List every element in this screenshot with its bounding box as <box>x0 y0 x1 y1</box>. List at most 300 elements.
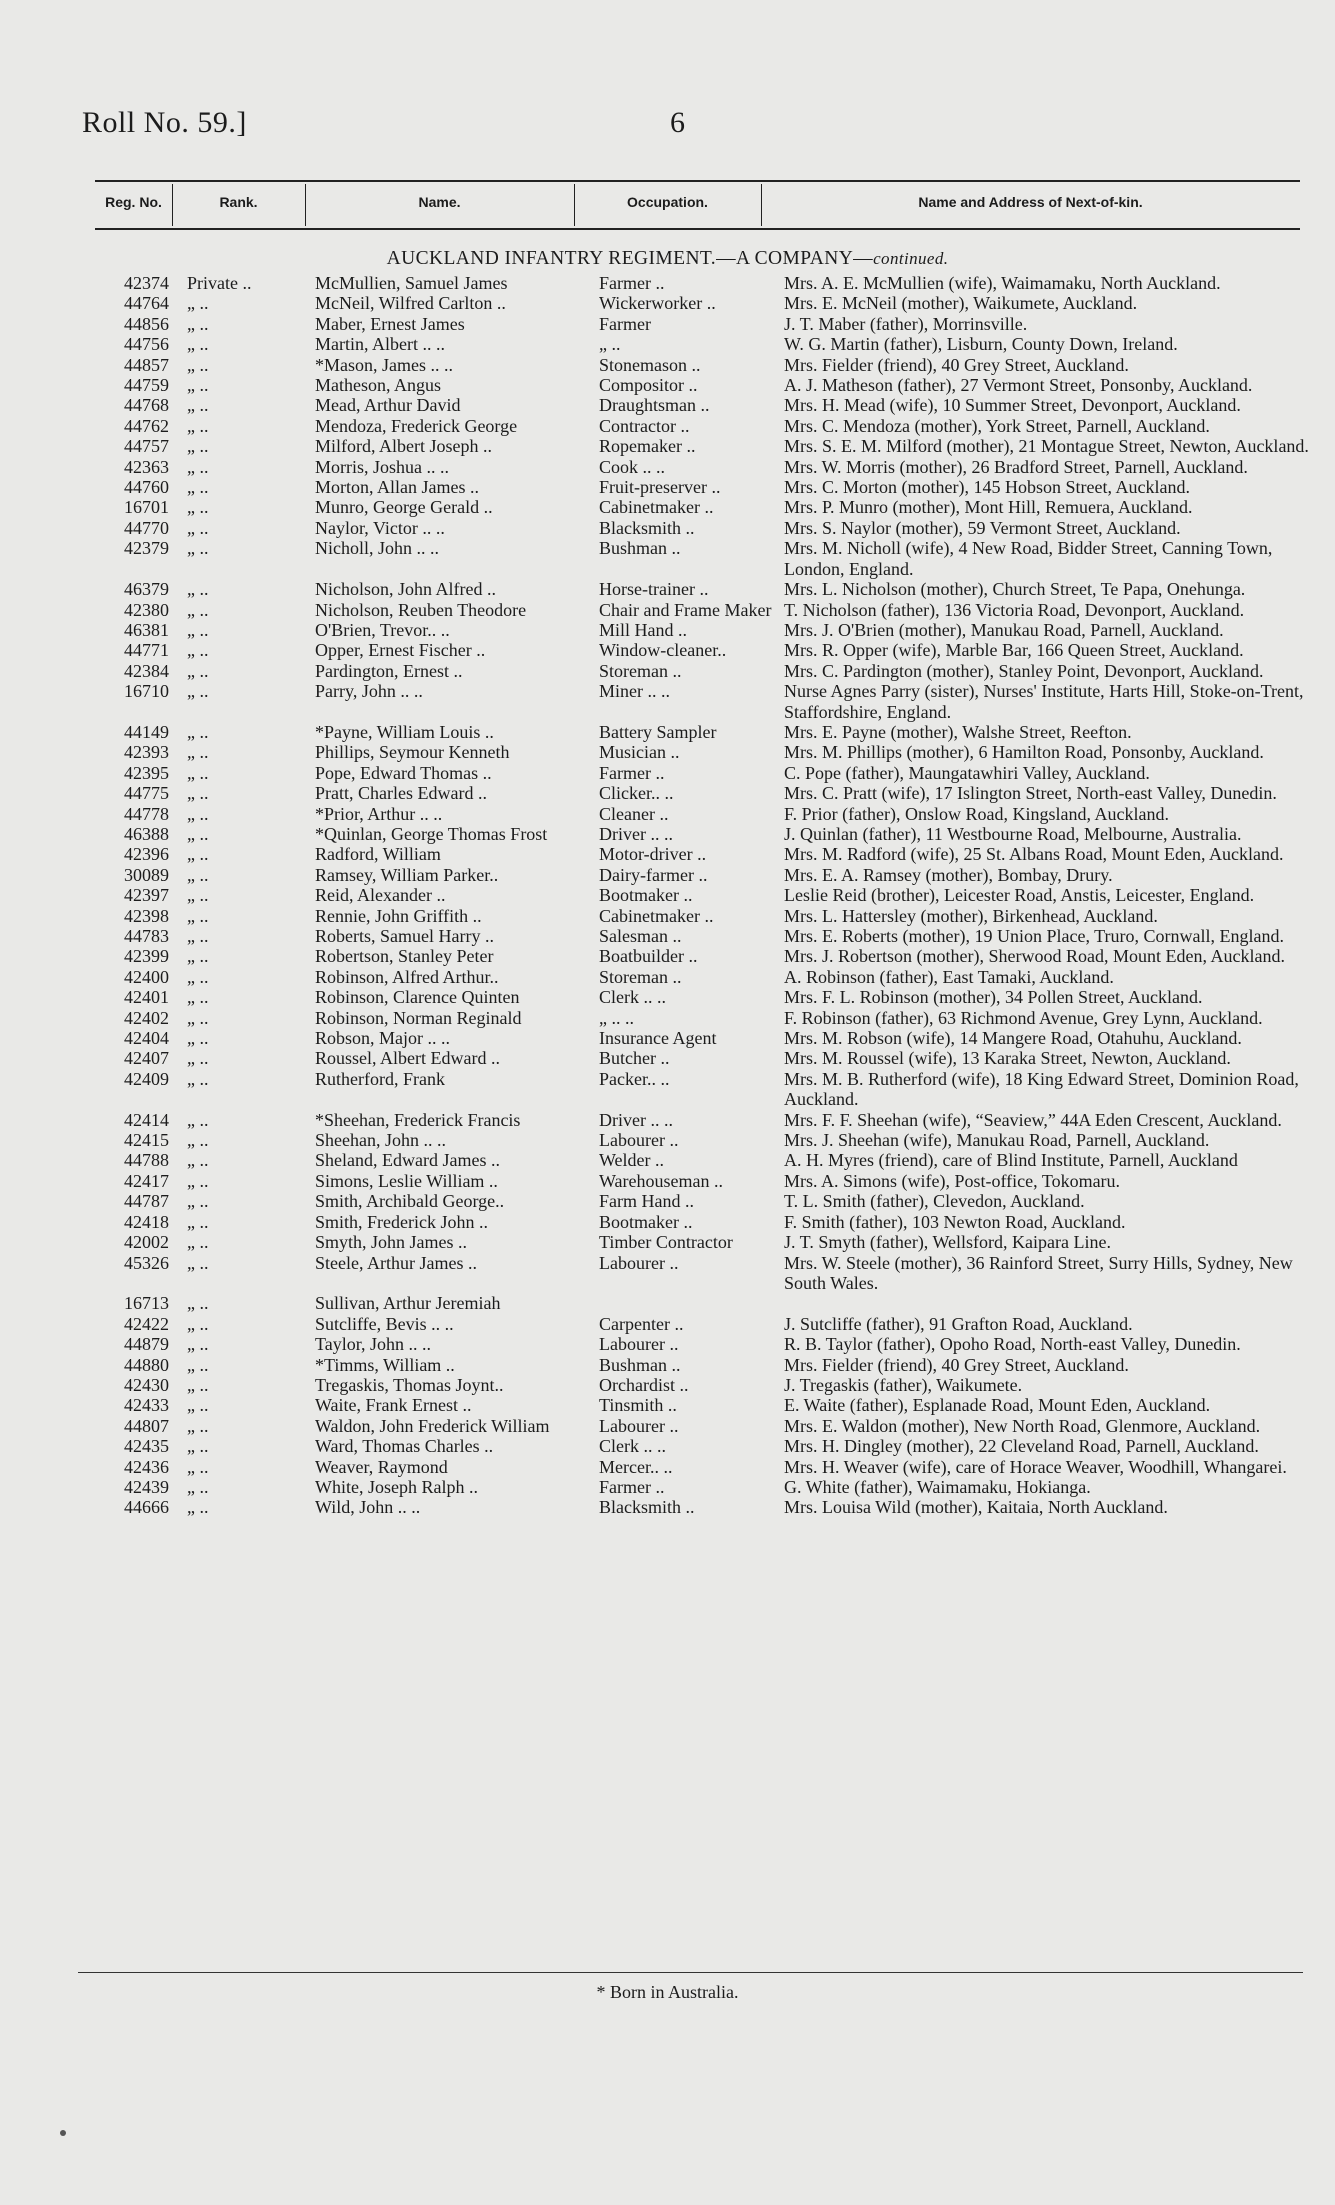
cell-reg: 46381 <box>124 619 169 640</box>
cell-rank: „ .. <box>187 946 209 967</box>
cell-kin: A. H. Myres (friend), care of Blind Institute, Parnell, Auckland <box>784 1150 1238 1171</box>
cell-occ: Packer.. .. <box>599 1068 670 1089</box>
cell-kin: Mrs. W. Steele (mother), 36 Rainford Street, Surry Hills, Sydney, New South Wales. <box>784 1252 1293 1293</box>
cell-name: Naylor, Victor .. .. <box>315 517 445 538</box>
cell-occ: Clerk .. .. <box>599 987 666 1008</box>
cell-occ: Cabinetmaker .. <box>599 497 714 518</box>
cell-rank: „ .. <box>187 1374 209 1395</box>
cell-rank: „ .. <box>187 1068 209 1089</box>
cell-reg: 42400 <box>124 966 169 987</box>
cell-reg: 42395 <box>124 762 169 783</box>
cell-name: Morton, Allan James .. <box>315 477 479 498</box>
cell-occ: Musician .. <box>599 742 680 763</box>
cell-rank: „ .. <box>187 1415 209 1436</box>
section-continued: continued. <box>873 249 949 268</box>
roll-table-body <box>86 273 1330 1518</box>
cell-rank: „ .. <box>187 1497 209 1518</box>
cell-occ: Bushman .. <box>599 538 681 559</box>
cell-rank: Private .. <box>187 273 252 293</box>
table-row <box>86 1130 1330 1150</box>
table-row <box>86 1008 1330 1028</box>
cell-kin: F. Robinson (father), 63 Richmond Avenue, Grey Lynn, Auckland. <box>784 1007 1263 1028</box>
table-row <box>86 1110 1330 1130</box>
cell-kin: F. Prior (father), Onslow Road, Kingsland, Auckland. <box>784 803 1170 824</box>
cell-rank: „ .. <box>187 966 209 987</box>
cell-name: Smith, Frederick John .. <box>315 1211 488 1232</box>
cell-reg: 44775 <box>124 783 169 804</box>
cell-reg: 44768 <box>124 395 169 416</box>
cell-rank: „ .. <box>187 1395 209 1416</box>
table-row <box>86 1293 1330 1313</box>
table-row <box>86 416 1330 436</box>
cell-occ: Battery Sampler <box>599 721 717 742</box>
cell-name: Robson, Major .. .. <box>315 1028 450 1049</box>
cell-occ: Farmer <box>599 313 651 334</box>
cell-occ: Tinsmith .. <box>599 1395 677 1416</box>
cell-rank: „ .. <box>187 1456 209 1477</box>
cell-reg: 42417 <box>124 1170 169 1191</box>
cell-reg: 44771 <box>124 640 169 661</box>
cell-rank: „ .. <box>187 640 209 661</box>
column-header-occupation: Occupation. <box>627 194 708 210</box>
cell-occ: Compositor .. <box>599 375 698 396</box>
cell-kin: J. T. Smyth (father), Wellsford, Kaipara Line. <box>784 1232 1111 1253</box>
cell-kin: W. G. Martin (father), Lisburn, County Down, Ireland. <box>784 334 1178 355</box>
cell-reg: 42393 <box>124 742 169 763</box>
table-row <box>86 314 1330 334</box>
cell-rank: „ .. <box>187 803 209 824</box>
table-row <box>86 967 1330 987</box>
cell-reg: 42401 <box>124 987 169 1008</box>
cell-rank: „ .. <box>187 987 209 1008</box>
cell-name: Reid, Alexander .. <box>315 885 446 906</box>
cell-kin: Mrs. H. Weaver (wife), care of Horace Weaver, Woodhill, Whangarei. <box>784 1456 1287 1477</box>
table-row <box>86 885 1330 905</box>
cell-reg: 42398 <box>124 905 169 926</box>
cell-occ: Welder .. <box>599 1150 665 1171</box>
cell-kin: Mrs. M. Nicholl (wife), 4 New Road, Bidder Street, Canning Town, London, England. <box>784 538 1273 579</box>
section-heading <box>0 248 1335 270</box>
cell-rank: „ .. <box>187 1150 209 1171</box>
cell-kin <box>784 1293 1330 1313</box>
table-row <box>86 1028 1330 1048</box>
cell-name: Pope, Edward Thomas .. <box>315 762 492 783</box>
cell-rank: „ .. <box>187 1170 209 1191</box>
cell-name: *Quinlan, George Thomas Frost <box>315 823 548 844</box>
cell-rank: „ .. <box>187 497 209 518</box>
cell-kin: Mrs. E. Roberts (mother), 19 Union Place, Truro, Cornwall, England. <box>784 926 1284 946</box>
table-row <box>86 1171 1330 1191</box>
cell-rank: „ .. <box>187 538 209 559</box>
cell-name: *Timms, William .. <box>315 1354 455 1375</box>
cell-reg: 42433 <box>124 1395 169 1416</box>
cell-reg: 44759 <box>124 375 169 396</box>
cell-occ: Ropemaker .. <box>599 436 696 457</box>
table-row <box>86 1395 1330 1415</box>
cell-name: Robinson, Alfred Arthur.. <box>315 966 499 987</box>
cell-rank: „ .. <box>187 579 209 600</box>
cell-occ: Miner .. .. <box>599 681 670 702</box>
cell-kin: Mrs. J. O'Brien (mother), Manukau Road, Parnell, Auckland. <box>784 619 1224 640</box>
cell-occ: Window-cleaner.. <box>599 640 727 661</box>
table-row <box>86 661 1330 681</box>
cell-occ: Storeman .. <box>599 660 682 681</box>
table-row <box>86 436 1330 456</box>
cell-name: Nicholson, John Alfred .. <box>315 579 496 600</box>
table-row <box>86 1334 1330 1354</box>
table-row <box>86 1150 1330 1170</box>
column-header-name: Name. <box>418 194 461 210</box>
cell-occ: Blacksmith .. <box>599 1497 695 1518</box>
cell-rank: „ .. <box>187 844 209 865</box>
cell-kin: Mrs. F. L. Robinson (mother), 34 Pollen Street, Auckland. <box>784 987 1203 1008</box>
cell-reg: 42399 <box>124 946 169 967</box>
cell-name: Pardington, Ernest .. <box>315 660 463 681</box>
cell-name: *Payne, William Louis .. <box>315 721 494 742</box>
cell-reg: 44783 <box>124 926 169 946</box>
table-row <box>86 804 1330 824</box>
cell-reg: 44879 <box>124 1334 169 1355</box>
cell-kin: Mrs. E. Payne (mother), Walshe Street, Reefton. <box>784 721 1132 742</box>
cell-reg: 42002 <box>124 1232 169 1253</box>
cell-occ: Bootmaker .. <box>599 885 693 906</box>
cell-rank: „ .. <box>187 334 209 355</box>
cell-name: Waldon, John Frederick William <box>315 1415 550 1436</box>
cell-name: Radford, William <box>315 844 441 865</box>
cell-name: Sheland, Edward James .. <box>315 1150 500 1171</box>
cell-kin: Mrs. L. Hattersley (mother), Birkenhead, Auckland. <box>784 905 1158 926</box>
cell-reg: 44787 <box>124 1191 169 1212</box>
table-row <box>86 518 1330 538</box>
cell-rank: „ .. <box>187 1476 209 1497</box>
cell-reg: 42396 <box>124 844 169 865</box>
cell-name: McMullien, Samuel James <box>315 273 508 293</box>
cell-kin: T. L. Smith (father), Clevedon, Auckland. <box>784 1191 1085 1212</box>
cell-kin: Mrs. P. Munro (mother), Mont Hill, Remuera, Auckland. <box>784 497 1193 518</box>
cell-kin: Mrs. E. Waldon (mother), New North Road, Glenmore, Auckland. <box>784 1415 1261 1436</box>
cell-occ: Chair and Frame Maker <box>599 599 772 620</box>
cell-reg: 44856 <box>124 313 169 334</box>
cell-reg: 44762 <box>124 415 169 436</box>
cell-kin: Mrs. A. E. McMullien (wife), Waimamaku, North Auckland. <box>784 273 1221 293</box>
cell-name: Parry, John .. .. <box>315 681 423 702</box>
cell-reg: 42380 <box>124 599 169 620</box>
cell-occ <box>587 1293 784 1313</box>
cell-reg: 44149 <box>124 721 169 742</box>
cell-name: Opper, Ernest Fischer .. <box>315 640 486 661</box>
cell-reg: 42404 <box>124 1028 169 1049</box>
cell-reg: 44880 <box>124 1354 169 1375</box>
cell-rank: „ .. <box>187 1007 209 1028</box>
cell-occ: Insurance Agent <box>599 1028 717 1049</box>
cell-occ: Driver .. .. <box>599 1109 673 1130</box>
cell-kin: J. Sutcliffe (father), 91 Grafton Road, Auckland. <box>784 1313 1133 1334</box>
table-row <box>86 579 1330 599</box>
cell-reg: 42435 <box>124 1436 169 1457</box>
cell-kin: Mrs. L. Nicholson (mother), Church Street, Te Papa, Onehunga. <box>784 579 1246 600</box>
cell-kin: J. Tregaskis (father), Waikumete. <box>784 1374 1023 1395</box>
cell-reg: 46388 <box>124 823 169 844</box>
cell-name: Milford, Albert Joseph .. <box>315 436 492 457</box>
table-row <box>86 334 1330 354</box>
cell-rank: „ .. <box>187 1334 209 1355</box>
cell-rank: „ .. <box>187 1313 209 1334</box>
cell-kin: Mrs. C. Pratt (wife), 17 Islington Street, North-east Valley, Dunedin. <box>784 783 1277 804</box>
cell-name: Wild, John .. .. <box>315 1497 421 1518</box>
cell-reg: 42418 <box>124 1211 169 1232</box>
cell-name: Robinson, Clarence Quinten <box>315 987 520 1008</box>
cell-rank: „ .. <box>187 354 209 375</box>
cell-kin: R. B. Taylor (father), Opoho Road, North-east Valley, Dunedin. <box>784 1334 1241 1355</box>
cell-name: Sullivan, Arthur Jeremiah <box>315 1293 501 1314</box>
cell-kin: A. J. Matheson (father), 27 Vermont Street, Ponsonby, Auckland. <box>784 375 1253 396</box>
roll-number: Roll No. 59.] <box>82 106 247 139</box>
cell-name: White, Joseph Ralph .. <box>315 1476 478 1497</box>
cell-kin: A. Robinson (father), East Tamaki, Auckland. <box>784 966 1114 987</box>
cell-reg: 42363 <box>124 456 169 477</box>
cell-occ: Labourer .. <box>599 1334 679 1355</box>
cell-reg: 44788 <box>124 1150 169 1171</box>
cell-rank: „ .. <box>187 742 209 763</box>
table-row <box>86 640 1330 660</box>
cell-occ: Farmer .. <box>599 762 665 783</box>
cell-occ: Bushman .. <box>599 1354 681 1375</box>
cell-kin: J. Quinlan (father), 11 Westbourne Road, Melbourne, Australia. <box>784 823 1242 844</box>
cell-name: Phillips, Seymour Kenneth <box>315 742 510 763</box>
table-row <box>86 926 1330 946</box>
cell-name: Robertson, Stanley Peter <box>315 946 494 967</box>
cell-name: Maber, Ernest James <box>315 313 465 334</box>
cell-occ: Cabinetmaker .. <box>599 905 714 926</box>
table-row <box>86 1457 1330 1477</box>
cell-occ: Farm Hand .. <box>599 1191 694 1212</box>
cell-occ: „ .. <box>599 334 621 355</box>
cell-name: Smyth, John James .. <box>315 1232 468 1253</box>
cell-name: Taylor, John .. .. <box>315 1334 432 1355</box>
table-row <box>86 1232 1330 1252</box>
cell-rank: „ .. <box>187 1354 209 1375</box>
cell-kin: Mrs. H. Dingley (mother), 22 Cleveland Road, Parnell, Auckland. <box>784 1436 1259 1457</box>
table-row <box>86 457 1330 477</box>
table-row <box>86 783 1330 803</box>
cell-name: Martin, Albert .. .. <box>315 334 445 355</box>
cell-name: Pratt, Charles Edward .. <box>315 783 487 804</box>
cell-kin: Mrs. F. F. Sheehan (wife), “Seaview,” 44A Eden Crescent, Auckland. <box>784 1109 1282 1130</box>
cell-kin: Mrs. M. B. Rutherford (wife), 18 King Edward Street, Dominion Road, Auckland. <box>784 1068 1299 1110</box>
cell-kin: Leslie Reid (brother), Leicester Road, Anstis, Leicester, England. <box>784 885 1255 906</box>
cell-name: Rennie, John Griffith .. <box>315 905 482 926</box>
cell-occ: Farmer .. <box>599 273 665 293</box>
cell-reg: 42430 <box>124 1374 169 1395</box>
cell-rank: „ .. <box>187 823 209 844</box>
cell-name: Sutcliffe, Bevis .. .. <box>315 1313 454 1334</box>
cell-rank: „ .. <box>187 293 209 314</box>
cell-rank: „ .. <box>187 1252 209 1273</box>
cell-reg: 42439 <box>124 1476 169 1497</box>
cell-rank: „ .. <box>187 885 209 906</box>
cell-reg: 44807 <box>124 1415 169 1436</box>
cell-rank: „ .. <box>187 313 209 334</box>
cell-occ: Labourer .. <box>599 1415 679 1436</box>
cell-occ: Cleaner .. <box>599 803 669 824</box>
cell-occ: „ .. .. <box>599 1007 634 1028</box>
table-row <box>86 293 1330 313</box>
cell-name: McNeil, Wilfred Carlton .. <box>315 293 506 314</box>
cell-rank: „ .. <box>187 660 209 681</box>
table-row <box>86 1191 1330 1211</box>
cell-name: Simons, Leslie William .. <box>315 1170 498 1191</box>
cell-rank: „ .. <box>187 619 209 640</box>
cell-name: Robinson, Norman Reginald <box>315 1007 522 1028</box>
section-title: AUCKLAND INFANTRY REGIMENT.—A COMPANY— <box>386 248 874 269</box>
cell-reg: 44756 <box>124 334 169 355</box>
cell-occ: Butcher .. <box>599 1048 670 1069</box>
cell-reg: 42409 <box>124 1068 169 1089</box>
cell-kin: Mrs. C. Mendoza (mother), York Street, Parnell, Auckland. <box>784 415 1210 436</box>
table-row <box>86 477 1330 497</box>
cell-name: Mendoza, Frederick George <box>315 415 518 436</box>
table-row <box>86 1314 1330 1334</box>
column-header-next-of-kin: Name and Address of Next-of-kin. <box>918 194 1143 210</box>
cell-name: Nicholson, Reuben Theodore <box>315 599 527 620</box>
cell-occ: Draughtsman .. <box>599 395 710 416</box>
cell-occ: Clerk .. .. <box>599 1436 666 1457</box>
cell-rank: „ .. <box>187 681 209 702</box>
roll-table <box>86 273 1330 1518</box>
cell-rank: „ .. <box>187 762 209 783</box>
cell-reg: 42415 <box>124 1130 169 1151</box>
cell-occ: Clicker.. .. <box>599 783 674 804</box>
cell-kin: Mrs. E. A. Ramsey (mother), Bombay, Drury. <box>784 864 1113 885</box>
table-row <box>86 987 1330 1007</box>
cell-name: Roberts, Samuel Harry .. <box>315 926 494 946</box>
table-row <box>86 1416 1330 1436</box>
cell-rank: „ .. <box>187 436 209 457</box>
cell-name: *Mason, James .. .. <box>315 354 453 375</box>
cell-kin: Mrs. A. Simons (wife), Post-office, Tokomaru. <box>784 1170 1121 1191</box>
table-row <box>86 1375 1330 1395</box>
table-row <box>86 1477 1330 1497</box>
cell-rank: „ .. <box>187 783 209 804</box>
cell-reg: 30089 <box>124 864 169 885</box>
table-row <box>86 1355 1330 1375</box>
cell-occ: Salesman .. <box>599 926 682 946</box>
cell-reg: 44760 <box>124 477 169 498</box>
cell-reg: 44666 <box>124 1497 169 1518</box>
cell-reg: 16713 <box>124 1293 169 1314</box>
table-row <box>86 1048 1330 1068</box>
cell-reg: 42436 <box>124 1456 169 1477</box>
cell-rank: „ .. <box>187 1293 209 1314</box>
cell-occ: Mill Hand .. <box>599 619 687 640</box>
cell-name: Waite, Frank Ernest .. <box>315 1395 472 1416</box>
table-row <box>86 355 1330 375</box>
cell-occ: Farmer .. <box>599 1476 665 1497</box>
cell-name: Sheehan, John .. .. <box>315 1130 446 1151</box>
cell-occ: Horse-trainer .. <box>599 579 709 600</box>
cell-occ: Carpenter .. <box>599 1313 684 1334</box>
table-row <box>86 1436 1330 1456</box>
table-row <box>86 1497 1330 1517</box>
cell-rank: „ .. <box>187 864 209 885</box>
cell-rank: „ .. <box>187 1232 209 1253</box>
cell-rank: „ .. <box>187 721 209 742</box>
cell-name: *Sheehan, Frederick Francis <box>315 1109 521 1130</box>
cell-kin: Mrs. M. Radford (wife), 25 St. Albans Road, Mount Eden, Auckland. <box>784 844 1284 865</box>
column-header-rank: Rank. <box>219 194 258 210</box>
table-row <box>86 824 1330 844</box>
cell-occ: Wickerworker .. <box>599 293 716 314</box>
cell-kin: T. Nicholson (father), 136 Victoria Road, Devonport, Auckland. <box>784 599 1245 620</box>
cell-kin: J. T. Maber (father), Morrinsville. <box>784 313 1028 334</box>
cell-name: O'Brien, Trevor.. .. <box>315 619 450 640</box>
cell-occ: Fruit-preserver .. <box>599 477 721 498</box>
cell-occ: Storeman .. <box>599 966 682 987</box>
cell-kin: Mrs. Louisa Wild (mother), Kaitaia, North Auckland. <box>784 1497 1168 1518</box>
cell-kin: Mrs. C. Morton (mother), 145 Hobson Street, Auckland. <box>784 477 1190 498</box>
cell-name: Smith, Archibald George.. <box>315 1191 505 1212</box>
cell-kin: Mrs. S. Naylor (mother), 59 Vermont Street, Auckland. <box>784 517 1181 538</box>
table-row <box>86 1212 1330 1232</box>
cell-kin: Mrs. C. Pardington (mother), Stanley Point, Devonport, Auckland. <box>784 660 1264 681</box>
table-row <box>86 946 1330 966</box>
cell-name: Munro, George Gerald .. <box>315 497 493 518</box>
cell-kin: Mrs. J. Sheehan (wife), Manukau Road, Parnell, Auckland. <box>784 1130 1210 1151</box>
cell-occ: Stonemason .. <box>599 354 701 375</box>
cell-occ: Orchardist .. <box>599 1374 689 1395</box>
table-row <box>86 865 1330 885</box>
cell-reg: 44757 <box>124 436 169 457</box>
cell-kin: Mrs. M. Phillips (mother), 6 Hamilton Road, Ponsonby, Auckland. <box>784 742 1264 763</box>
cell-rank: „ .. <box>187 926 209 946</box>
header-rule-top <box>95 180 1300 182</box>
speck-mark <box>60 2130 66 2136</box>
cell-name: Nicholl, John .. .. <box>315 538 439 559</box>
cell-name: *Prior, Arthur .. .. <box>315 803 443 824</box>
cell-kin: Mrs. M. Roussel (wife), 13 Karaka Street, Newton, Auckland. <box>784 1048 1231 1069</box>
table-row <box>86 722 1330 742</box>
cell-reg: 16710 <box>124 681 169 702</box>
cell-rank: „ .. <box>187 395 209 416</box>
cell-name: Rutherford, Frank <box>315 1068 445 1089</box>
cell-rank: „ .. <box>187 1211 209 1232</box>
cell-rank: „ .. <box>187 599 209 620</box>
cell-reg: 42422 <box>124 1313 169 1334</box>
table-row <box>86 538 1330 579</box>
cell-rank: „ .. <box>187 415 209 436</box>
cell-occ: Dairy-farmer .. <box>599 864 708 885</box>
cell-occ: Boatbuilder .. <box>599 946 698 967</box>
cell-reg: 42407 <box>124 1048 169 1069</box>
cell-name: Ward, Thomas Charles .. <box>315 1436 494 1457</box>
table-row <box>86 395 1330 415</box>
cell-reg: 44778 <box>124 803 169 824</box>
table-row <box>86 620 1330 640</box>
cell-name: Mead, Arthur David <box>315 395 461 416</box>
column-header-reg-no: Reg. No. <box>105 194 162 210</box>
cell-reg: 46379 <box>124 579 169 600</box>
cell-kin: Nurse Agnes Parry (sister), Nurses' Institute, Harts Hill, Stoke-on-Trent, Staffordshire, England. <box>784 681 1304 722</box>
cell-reg: 42414 <box>124 1109 169 1130</box>
footnote: * Born in Australia. <box>596 1982 739 2002</box>
table-row <box>86 1069 1330 1110</box>
cell-name: Roussel, Albert Edward .. <box>315 1048 500 1069</box>
table-row <box>86 497 1330 517</box>
table-row <box>86 600 1330 620</box>
cell-reg: 42374 <box>124 273 169 293</box>
cell-rank: „ .. <box>187 1048 209 1069</box>
cell-occ: Labourer .. <box>599 1130 679 1151</box>
